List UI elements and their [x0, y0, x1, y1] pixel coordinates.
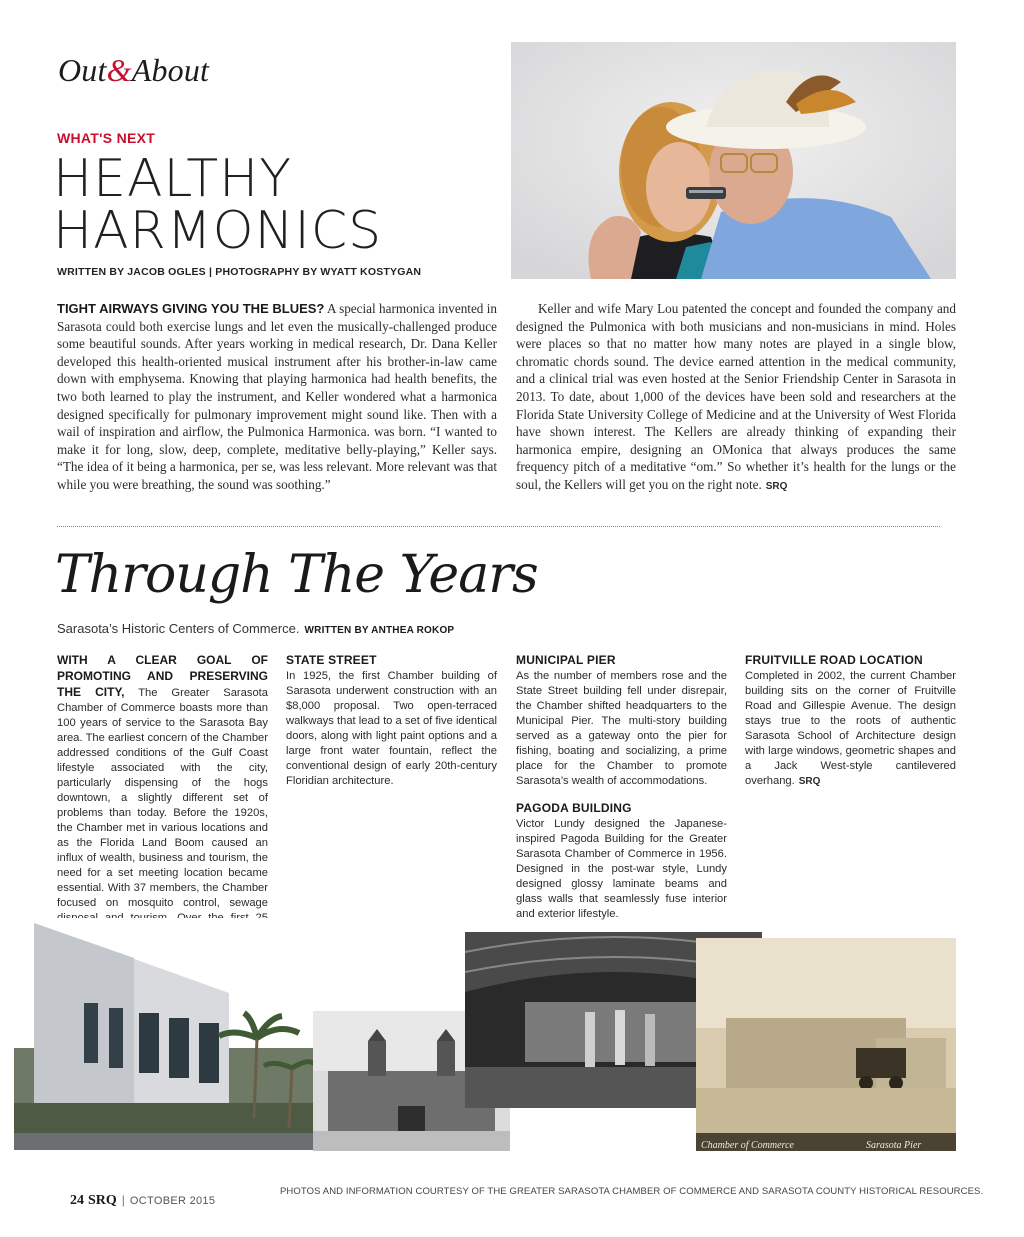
folio-separator: | — [121, 1193, 125, 1207]
article2-column2 — [286, 653, 497, 789]
headline — [53, 149, 383, 261]
article1-column1 — [57, 300, 497, 494]
folio — [70, 1193, 215, 1209]
fruitville-heading: FRUITVILLE ROAD LOCATION — [745, 653, 923, 667]
article1-col2-text: Keller and wife Mary Lou patented the concept and founded the company and designed the Pulmonica with both musicians and non-musicians in mind. Holes were places so that no matter how many notes are played in a single blow, chromatic chords sound. The device earned attention in the medical community, and a clinical trial was even hosted at the Senior Friendship Center in Sarasota in 2013. To date, about 1,000 of the devices have been sold and researchers at the Florida State University College of Medicine and at the University of West Florida have shown interest. The Kellers are already thinking of expanding their harmonica empire, designing an OMonica that always produces the same frequency pitch of a meditative “om.” So whether it’s health for the lungs or the soul, the Kellers will get you on the right note. — [516, 301, 956, 492]
section-title: Out&About — [58, 52, 210, 88]
postcard-sign-text: Chamber of Commerce — [701, 1140, 794, 1151]
municipal-pier-heading: MUNICIPAL PIER — [516, 653, 616, 667]
page-number: 24 — [70, 1193, 84, 1208]
article1-column2 — [516, 300, 956, 496]
headline-line2: HARMONICS — [53, 201, 383, 261]
byline: WRITTEN BY JACOB OGLES | PHOTOGRAPHY BY WYATT KOSTYGAN — [57, 266, 422, 278]
postcard-pier-caption: Sarasota Pier — [866, 1140, 922, 1151]
harmonica-couple-photo — [511, 42, 956, 279]
photo-credit: PHOTOS AND INFORMATION COURTESY OF THE GREATER SARASOTA CHAMBER OF COMMERCE AND SARASOTA COUNTY HISTORICAL RESOURCES. — [280, 1186, 984, 1197]
issue-date: OCTOBER 2015 — [129, 1195, 216, 1207]
fruitville-text: Completed in 2002, the current Chamber building sits on the corner of Fruitville Road and Gillespie Avenue. The design stays true to the roots of authentic Sarasota School of Architecture design with large windows, geometric shapes and a Jack West-style cantilevered overhang. — [745, 670, 956, 787]
modern-chamber-building-photo — [14, 918, 314, 1150]
state-street-text: In 1925, the first Chamber building of Sarasota underwent construction with an $8,000 proposal. Two open-terraced walkways that lead to a set of five identical doors, along with light paint options and a large front water fountain, reflect the conventional design of early 20th-century Floridian architecture. — [286, 670, 497, 787]
headline2: Through The Years — [55, 545, 538, 605]
end-mark-2: SRQ — [798, 776, 821, 787]
article2-intro: The Greater Sarasota Chamber of Commerce boasts more than 100 years of service to the Sarasota Bay area. The earliest concern of the Chamber addressed conditions of the Gulf Coast lifestyle associated with the city, particularly dispensing of the hogs downtown, a slightly different set of problems than today. Before the 1920s, the Chamber met in various locations and as the Florida Land Boom caused an influx of wealth, business and tourism, the need for a set meeting location became essential. With 37 members, the Chamber focused on mosquito control, sewage — [57, 687, 269, 909]
end-mark: SRQ — [765, 480, 788, 492]
article2-column3 — [516, 653, 727, 922]
kicker: WHAT'S NEXT — [57, 130, 156, 146]
headline-line1: HEALTHY — [53, 149, 292, 209]
article1-lead: TIGHT AIRWAYS GIVING YOU THE BLUES? — [57, 301, 325, 316]
section-divider — [57, 526, 940, 527]
byline2: WRITTEN BY ANTHEA ROKOP — [304, 625, 455, 636]
article2-lead: WITH A CLEAR GOAL OF PROMOTING AND PRESERVING THE CITY, — [57, 653, 268, 699]
pagoda-text: Victor Lundy designed the Japanese-inspired Pagoda Building for the Greater Sarasota Chamber of Commerce in 1956. Designed in the post-war style, Lundy designed glossy laminate beams and glass walls that seamlessly fuse interior and exterior lifestyle. — [516, 818, 727, 920]
dek: Sarasota’s Historic Centers of Commerce. WRITTEN BY ANTHEA ROKOP — [57, 621, 455, 636]
municipal-pier-photo — [696, 938, 956, 1151]
state-street-heading: STATE STREET — [286, 653, 377, 667]
magazine-name: SRQ — [88, 1193, 117, 1208]
article1-col1-text: A special harmonica invented in Sarasota could both exercise lungs and let even the musically-challenged produce some beautiful sounds. After years working in medical research, Dr. Dana Keller developed this health-oriented musical instrument after his brother-in-law came down with emphysema. Knowing that playing harmonica had health benefits, the two both learned to play the instrument, and Keller wondered what a harmonica designed specifically for pulmonary improvement might sound like. Then with a wail of inspiration and airflow, the Pulmonica Harmonica. was born. “I wanted to make it for long, slow, deep, complete, meditative belly-playing,” Keller says. “The idea of it being a harmonica, per se, was less relevant. More relevant was that while you were breathing, the sound was soothing.” — [57, 301, 497, 492]
article2-column4 — [745, 653, 956, 789]
municipal-pier-text: As the number of members rose and the State Street building fell under disrepair, the Chamber shifted headquarters to the Municipal Pier. The multi-story building served as a gateway onto the pier for fishing, boating and socializing, a prime place for the Chamber to promote Sarasota’s wealth of accommodations. — [516, 670, 727, 787]
pagoda-heading: PAGODA BUILDING — [516, 801, 632, 815]
